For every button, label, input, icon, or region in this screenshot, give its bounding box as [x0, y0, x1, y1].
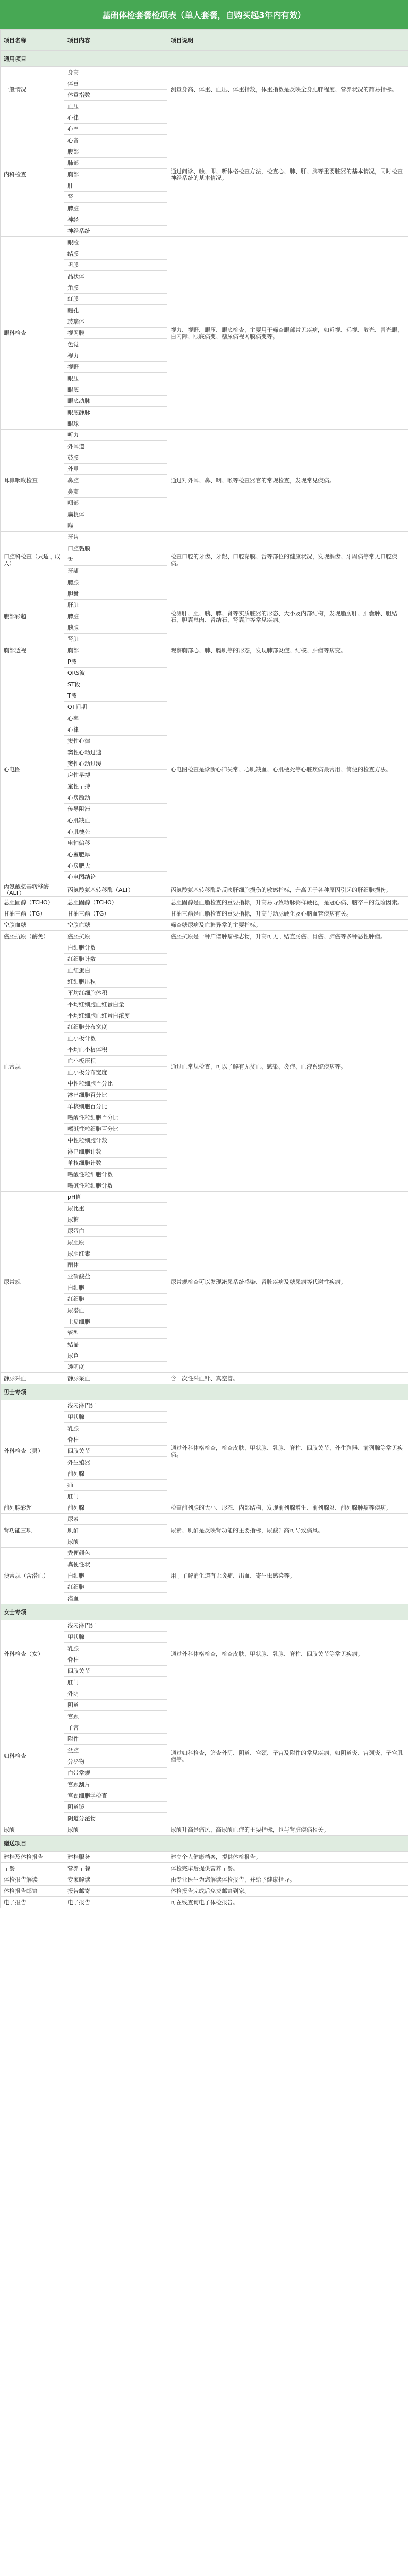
- project-item: 瞳孔: [64, 305, 167, 316]
- project-item: 白带常规: [64, 1768, 167, 1779]
- project-description: 视力、视野、眼压、眼底检查，主要用于筛查眼部常见疾病，如近视、远视、散光、青光眼、白内障、眼底病变、糖尿病视网膜病变等。: [167, 237, 408, 430]
- project-name: 内科检查: [1, 112, 64, 237]
- table-row: [1, 931, 408, 942]
- section-row: [1, 1604, 408, 1620]
- project-item: 心电图结论: [64, 872, 167, 883]
- project-item: 肝: [64, 180, 167, 192]
- section-row: [1, 1836, 408, 1852]
- project-description: 尿常规检查可以发现泌尿系统感染、肾脏疾病及糖尿病等代谢性疾病。: [167, 1192, 408, 1373]
- project-name: 肾功能三项: [1, 1514, 64, 1548]
- project-item: 红细胞: [64, 1294, 167, 1305]
- project-item: 脾脏: [64, 203, 167, 214]
- section-row: [1, 1384, 408, 1400]
- table-row: [1, 1824, 408, 1836]
- table-row: [1, 897, 408, 908]
- project-item: 牙龈: [64, 566, 167, 577]
- project-item: 尿糖: [64, 1214, 167, 1226]
- project-item: QRS波: [64, 668, 167, 679]
- project-item: 尿胆红素: [64, 1248, 167, 1260]
- project-name: 便常规（含潜血）: [1, 1548, 64, 1604]
- project-item: 房性早搏: [64, 770, 167, 781]
- project-item: 尿色: [64, 1350, 167, 1362]
- project-item: 尿蛋白: [64, 1226, 167, 1237]
- project-description: 体检报告完成后免费邮寄到家。: [167, 1886, 408, 1897]
- table-row: [1, 430, 408, 441]
- project-name: 心电图: [1, 656, 64, 883]
- header-row: [1, 30, 408, 51]
- project-item: 脊柱: [64, 1434, 167, 1446]
- project-description: 通过外科体格检查，检查皮肤、甲状腺、乳腺、脊柱、四肢关节、外生殖器、前列腺等常见疾病。: [167, 1400, 408, 1502]
- project-item: 淋巴细胞计数: [64, 1146, 167, 1158]
- section-row: [1, 51, 408, 67]
- project-name: 甘油三酯（TG）: [1, 908, 64, 920]
- table-row: [1, 532, 408, 543]
- exam-table-body: [1, 51, 408, 1908]
- project-description: 癌胚抗原是一种广谱肿瘤标志物，升高可见于结直肠癌、胃癌、肺癌等多种恶性肿瘤。: [167, 931, 408, 942]
- project-item: 脾脏: [64, 611, 167, 622]
- project-item: 宫颈刮片: [64, 1779, 167, 1790]
- section-title: 赠送项目: [1, 1836, 408, 1852]
- project-item: 阴道: [64, 1700, 167, 1711]
- project-item: 神经: [64, 214, 167, 226]
- project-item: 乳腺: [64, 1643, 167, 1654]
- project-item: 眼压: [64, 373, 167, 384]
- project-description: 尿素、肌酐是反映肾功能的主要指标，尿酸升高可导致痛风。: [167, 1514, 408, 1548]
- project-item: 角膜: [64, 282, 167, 294]
- project-item: 口腔黏膜: [64, 543, 167, 554]
- project-item: 疝: [64, 1480, 167, 1491]
- table-row: [1, 645, 408, 656]
- project-item: 心肌缺血: [64, 815, 167, 826]
- project-item: 分泌物: [64, 1756, 167, 1768]
- project-item: 亚硝酸盐: [64, 1271, 167, 1282]
- project-item: 心房肥大: [64, 860, 167, 872]
- project-item: 鼻窦: [64, 486, 167, 498]
- section-title: 通用项目: [1, 51, 408, 67]
- project-item: 报告邮寄: [64, 1886, 167, 1897]
- project-name: 电子报告: [1, 1897, 64, 1908]
- project-item: 虹膜: [64, 294, 167, 305]
- project-item: 肛门: [64, 1677, 167, 1688]
- project-item: 癌胚抗原: [64, 931, 167, 942]
- project-name: 建档及体检报告: [1, 1852, 64, 1863]
- project-item: 透明度: [64, 1362, 167, 1373]
- project-item: 晶状体: [64, 271, 167, 282]
- project-item: 神经系统: [64, 226, 167, 237]
- project-item: 眼底: [64, 384, 167, 396]
- table-row: [1, 1688, 408, 1700]
- table-row: [1, 1192, 408, 1203]
- project-description: 甘油三酯是血脂检查的重要指标，升高与动脉硬化及心脑血管疾病有关。: [167, 908, 408, 920]
- project-name: 外科检查（女）: [1, 1620, 64, 1688]
- project-item: 舌: [64, 554, 167, 566]
- table-row: [1, 1897, 408, 1908]
- project-item: 脊柱: [64, 1654, 167, 1666]
- project-item: 玻璃体: [64, 316, 167, 328]
- project-item: 总胆固醇（TCHO）: [64, 897, 167, 908]
- project-item: 心室肥厚: [64, 849, 167, 860]
- project-item: pH值: [64, 1192, 167, 1203]
- project-item: 单核细胞百分比: [64, 1101, 167, 1112]
- project-description: 通过血常规检查，可以了解有无贫血、感染、炎症、血液系统疾病等。: [167, 942, 408, 1192]
- project-name: 体检报告解读: [1, 1874, 64, 1886]
- project-name: 一般情况: [1, 67, 64, 112]
- project-item: 淋巴细胞百分比: [64, 1090, 167, 1101]
- project-description: 观察胸部心、肺、膈肌等的形态，发现肺部炎症、结核、肿瘤等病变。: [167, 645, 408, 656]
- project-item: 外生殖器: [64, 1457, 167, 1468]
- table-row: [1, 1620, 408, 1632]
- project-item: 眼睑: [64, 237, 167, 248]
- project-item: 眼底动脉: [64, 396, 167, 407]
- project-item: ST段: [64, 679, 167, 690]
- project-item: 胰腺: [64, 622, 167, 634]
- project-description: 总胆固醇是血脂检查的重要指标，升高易导致动脉粥样硬化，是冠心病、脑卒中的危险因素。: [167, 897, 408, 908]
- project-item: 宫颈细胞学检查: [64, 1790, 167, 1802]
- project-item: 四肢关节: [64, 1666, 167, 1677]
- project-item: 结膜: [64, 248, 167, 260]
- project-item: 肝脏: [64, 600, 167, 611]
- project-item: 四肢关节: [64, 1446, 167, 1457]
- project-item: 视力: [64, 350, 167, 362]
- project-item: 心房颤动: [64, 792, 167, 804]
- project-item: 营养早餐: [64, 1863, 167, 1874]
- project-item: 体重: [64, 78, 167, 90]
- project-item: 色觉: [64, 339, 167, 350]
- project-item: 丙氨酸氨基转移酶（ALT）: [64, 883, 167, 897]
- project-item: 宫颈: [64, 1711, 167, 1722]
- project-description: 测量身高、体重、血压、体重指数，体重指数是反映全身肥胖程度、营养状况的简易指标。: [167, 67, 408, 112]
- project-item: 浅表淋巴结: [64, 1620, 167, 1632]
- project-name: 外科检查（男）: [1, 1400, 64, 1502]
- project-item: 听力: [64, 430, 167, 441]
- project-item: 前列腺: [64, 1468, 167, 1480]
- project-item: 心率: [64, 713, 167, 724]
- project-item: 前列腺: [64, 1502, 167, 1514]
- project-item: 甲状腺: [64, 1632, 167, 1643]
- project-item: 平均红细胞血红蛋白量: [64, 999, 167, 1010]
- project-item: 白细胞计数: [64, 942, 167, 954]
- project-item: 嗜酸性粒细胞百分比: [64, 1112, 167, 1124]
- project-name: 丙氨酸氨基转移酶（ALT）: [1, 883, 64, 897]
- project-item: 红细胞: [64, 1582, 167, 1593]
- project-item: 血小板压积: [64, 1056, 167, 1067]
- project-item: 甘油三酯（TG）: [64, 908, 167, 920]
- project-item: 盆腔: [64, 1745, 167, 1756]
- project-item: 阴道分泌物: [64, 1813, 167, 1824]
- table-row: [1, 656, 408, 668]
- table-row: [1, 67, 408, 78]
- project-item: 中性粒细胞百分比: [64, 1078, 167, 1090]
- project-item: 尿酸: [64, 1536, 167, 1548]
- table-row: [1, 1400, 408, 1412]
- table-row: [1, 237, 408, 248]
- project-item: 红细胞计数: [64, 954, 167, 965]
- project-description: 通过问诊、触、叩、听体格检查方法，检查心、肺、肝、脾等重要脏器的基本情况，同时检查神经系统的基本情况。: [167, 112, 408, 237]
- project-name: 尿常规: [1, 1192, 64, 1373]
- project-item: 血红蛋白: [64, 965, 167, 976]
- project-item: 附件: [64, 1734, 167, 1745]
- project-name: 体检报告邮寄: [1, 1886, 64, 1897]
- project-item: 嗜碱性粒细胞百分比: [64, 1124, 167, 1135]
- project-item: 身高: [64, 67, 167, 78]
- project-item: 室性早搏: [64, 781, 167, 792]
- project-item: 窦性心律: [64, 736, 167, 747]
- project-item: 甲状腺: [64, 1412, 167, 1423]
- project-item: 白细胞: [64, 1570, 167, 1582]
- table-row: [1, 942, 408, 954]
- project-item: 专家解读: [64, 1874, 167, 1886]
- table-row: [1, 1874, 408, 1886]
- project-item: 粪便性状: [64, 1559, 167, 1570]
- project-item: 胆囊: [64, 588, 167, 600]
- project-item: 心律: [64, 112, 167, 124]
- project-item: 平均红细胞体积: [64, 988, 167, 999]
- project-item: 血压: [64, 101, 167, 112]
- project-description: 筛查糖尿病及血糖异常的主要指标。: [167, 920, 408, 931]
- project-item: 腮腺: [64, 577, 167, 588]
- project-item: 鼻腔: [64, 475, 167, 486]
- project-item: 巩膜: [64, 260, 167, 271]
- project-item: 视野: [64, 362, 167, 373]
- project-item: 阴道镜: [64, 1802, 167, 1813]
- project-name: 眼科检查: [1, 237, 64, 430]
- project-item: T波: [64, 690, 167, 702]
- project-item: 心率: [64, 124, 167, 135]
- project-description: 体检完毕后提供营养早餐。: [167, 1863, 408, 1874]
- project-name: 前列腺彩超: [1, 1502, 64, 1514]
- project-item: 酮体: [64, 1260, 167, 1271]
- table-row: [1, 1886, 408, 1897]
- project-item: 电轴偏移: [64, 838, 167, 849]
- project-item: 红细胞压积: [64, 976, 167, 988]
- project-name: 妇科检查: [1, 1688, 64, 1824]
- project-item: 潜血: [64, 1593, 167, 1604]
- project-item: 上皮细胞: [64, 1316, 167, 1328]
- project-item: 外耳道: [64, 441, 167, 452]
- project-description: 通过外科体格检查，检查皮肤、甲状腺、乳腺、脊柱、四肢关节等常见疾病。: [167, 1620, 408, 1688]
- project-item: 尿比重: [64, 1203, 167, 1214]
- project-item: 窦性心动过缓: [64, 758, 167, 770]
- table-row: [1, 908, 408, 920]
- header-project-desc: 项目说明: [167, 30, 408, 51]
- project-item: 尿胆原: [64, 1237, 167, 1248]
- project-item: 静脉采血: [64, 1373, 167, 1384]
- project-item: 眼底静脉: [64, 407, 167, 418]
- project-item: 红细胞分布宽度: [64, 1022, 167, 1033]
- project-item: 眼球: [64, 418, 167, 430]
- table-row: [1, 1863, 408, 1874]
- project-item: 外阴: [64, 1688, 167, 1700]
- project-description: 建立个人健康档案，提供体检报告。: [167, 1852, 408, 1863]
- project-item: 视网膜: [64, 328, 167, 339]
- section-title: 男士专项: [1, 1384, 408, 1400]
- project-description: 丙氨酸氨基转移酶是反映肝细胞损伤的敏感指标，升高见于各种原因引起的肝细胞损伤。: [167, 883, 408, 897]
- project-item: 喉: [64, 520, 167, 532]
- project-description: 心电图检查是诊断心律失常、心肌缺血、心肌梗死等心脏疾病最常用、简便的检查方法。: [167, 656, 408, 883]
- project-item: 建档服务: [64, 1852, 167, 1863]
- page-title: 基础体检套餐检项表（单人套餐，自购买起3年内有效）: [0, 0, 408, 29]
- project-item: 肾: [64, 192, 167, 203]
- project-item: 血小板分布宽度: [64, 1067, 167, 1078]
- project-item: 中性粒细胞计数: [64, 1135, 167, 1146]
- project-item: 尿潜血: [64, 1305, 167, 1316]
- table-row: [1, 883, 408, 897]
- project-item: 咽部: [64, 498, 167, 509]
- project-item: 牙齿: [64, 532, 167, 543]
- project-item: 单核细胞计数: [64, 1158, 167, 1169]
- project-item: P波: [64, 656, 167, 668]
- project-item: 胸部: [64, 169, 167, 180]
- project-item: 子宫: [64, 1722, 167, 1734]
- project-item: 肌酐: [64, 1525, 167, 1536]
- project-description: 尿酸升高是痛风、高尿酸血症的主要指标，也与肾脏疾病相关。: [167, 1824, 408, 1836]
- project-item: 窦性心动过速: [64, 747, 167, 758]
- project-name: 口腔科检查（只适于成人）: [1, 532, 64, 588]
- project-item: 平均红细胞血红蛋白浓度: [64, 1010, 167, 1022]
- table-row: [1, 112, 408, 124]
- table-row: [1, 1502, 408, 1514]
- table-row: [1, 1548, 408, 1559]
- table-row: [1, 1852, 408, 1863]
- project-item: 扁桃体: [64, 509, 167, 520]
- project-item: 管型: [64, 1328, 167, 1339]
- project-item: 电子报告: [64, 1897, 167, 1908]
- project-item: 浅表淋巴结: [64, 1400, 167, 1412]
- project-name: 胸部透视: [1, 645, 64, 656]
- project-item: 体重指数: [64, 90, 167, 101]
- project-item: 粪便颜色: [64, 1548, 167, 1559]
- project-description: 通过对外耳、鼻、咽、喉等检查器官的常规检查，发现常见疾病。: [167, 430, 408, 532]
- project-description: 通过妇科检查，筛查外阴、阴道、宫颈、子宫及附件的常见疾病，如阴道炎、宫颈炎、子宫肌瘤等。: [167, 1688, 408, 1824]
- project-item: QT间期: [64, 702, 167, 713]
- project-name: 血常规: [1, 942, 64, 1192]
- project-description: 检测肝、胆、胰、脾、肾等实质脏器的形态、大小及内部结构，发现脂肪肝、肝囊肿、胆结石、胆囊息肉、肾结石、肾囊肿等常见疾病。: [167, 588, 408, 645]
- project-item: 结晶: [64, 1339, 167, 1350]
- project-item: 心音: [64, 135, 167, 146]
- exam-table: [0, 29, 408, 1908]
- project-item: 肛门: [64, 1491, 167, 1502]
- project-description: 含一次性采血针、真空管。: [167, 1373, 408, 1384]
- project-item: 嗜碱性粒细胞计数: [64, 1180, 167, 1192]
- project-item: 空腹血糖: [64, 920, 167, 931]
- project-description: 检查口腔的牙齿、牙龈、口腔黏膜、舌等部位的健康状况，发现龋齿、牙周病等常见口腔疾病。: [167, 532, 408, 588]
- project-item: 鼓膜: [64, 452, 167, 464]
- project-name: 总胆固醇（TCHO）: [1, 897, 64, 908]
- project-description: 由专业医生为您解读体检报告，并给予健康指导。: [167, 1874, 408, 1886]
- project-name: 尿酸: [1, 1824, 64, 1836]
- project-item: 肾脏: [64, 634, 167, 645]
- project-item: 尿酸: [64, 1824, 167, 1836]
- project-item: 腹部: [64, 146, 167, 158]
- project-name: 癌胚抗原（酶免）: [1, 931, 64, 942]
- project-name: 静脉采血: [1, 1373, 64, 1384]
- project-item: 心肌梗死: [64, 826, 167, 838]
- project-item: 乳腺: [64, 1423, 167, 1434]
- project-name: 早餐: [1, 1863, 64, 1874]
- header-project-name: 项目名称: [1, 30, 64, 51]
- project-name: 空腹血糖: [1, 920, 64, 931]
- project-description: 用于了解消化道有无炎症、出血、寄生虫感染等。: [167, 1548, 408, 1604]
- project-description: 检查前列腺的大小、形态、内部结构，发现前列腺增生、前列腺炎、前列腺肿瘤等疾病。: [167, 1502, 408, 1514]
- project-name: 腹部彩超: [1, 588, 64, 645]
- project-item: 胸部: [64, 645, 167, 656]
- project-item: 白细胞: [64, 1282, 167, 1294]
- project-item: 尿素: [64, 1514, 167, 1525]
- project-item: 心律: [64, 724, 167, 736]
- project-description: 可在线查询电子体检报告。: [167, 1897, 408, 1908]
- project-item: 嗜酸性粒细胞计数: [64, 1169, 167, 1180]
- project-item: 平均血小板体积: [64, 1044, 167, 1056]
- project-item: 肺部: [64, 158, 167, 169]
- section-title: 女士专项: [1, 1604, 408, 1620]
- project-item: 血小板计数: [64, 1033, 167, 1044]
- project-item: 外鼻: [64, 464, 167, 475]
- table-row: [1, 588, 408, 600]
- project-item: 传导阻滞: [64, 804, 167, 815]
- table-row: [1, 1373, 408, 1384]
- table-row: [1, 920, 408, 931]
- header-project-content: 项目内容: [64, 30, 167, 51]
- project-name: 耳鼻咽喉检查: [1, 430, 64, 532]
- table-row: [1, 1514, 408, 1525]
